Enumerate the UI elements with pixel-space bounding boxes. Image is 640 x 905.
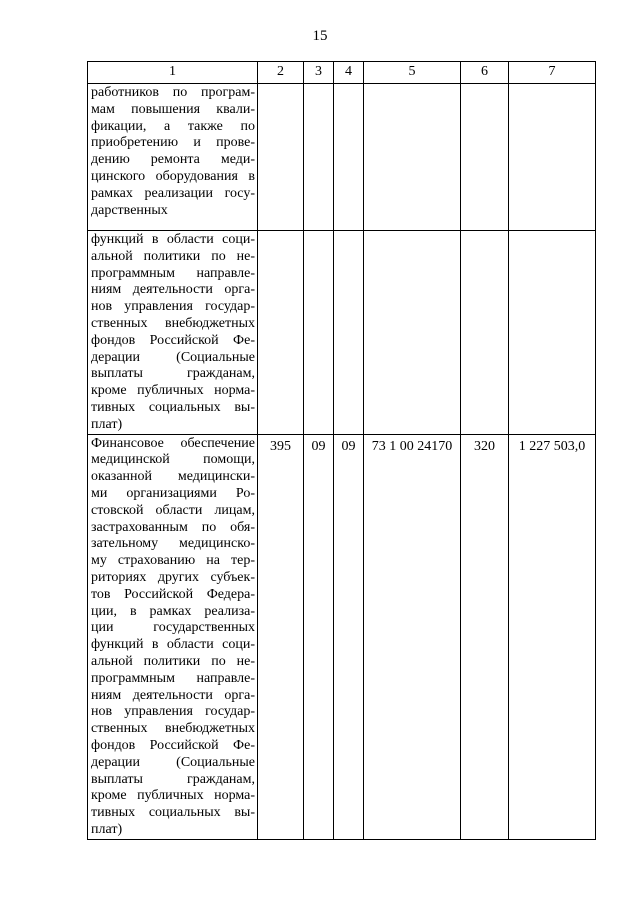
row-description (88, 434, 258, 839)
description-line: программным направле- (91, 265, 255, 281)
description-line: фондов Российской Фе- (91, 332, 255, 348)
description-line: программным направле- (91, 670, 255, 686)
description-line: рамках реализации госу- (91, 185, 255, 201)
section-cell (304, 231, 334, 435)
header-cell-2: 2 (258, 62, 304, 84)
row-description (88, 84, 258, 231)
ministry-code-cell: 395 (258, 434, 304, 839)
description-line: ции государственных (91, 620, 255, 636)
header-cell-4: 4 (334, 62, 364, 84)
description-line: фондов Российской Фе- (91, 737, 255, 753)
amount-cell: 1 227 503,0 (509, 434, 596, 839)
description-line: ниям деятельности орга- (91, 687, 255, 703)
description-line: функций в области соци- (91, 637, 255, 653)
header-cell-5: 5 (364, 62, 461, 84)
description-line: кроме публичных норма- (91, 788, 255, 804)
page-number: 15 (312, 28, 328, 44)
description-line: Финансовое обеспечение (91, 435, 255, 451)
description-line: выплаты гражданам, (91, 366, 255, 382)
description-line: ции, в рамках реализа- (91, 603, 255, 619)
description-line: выплаты гражданам, (91, 771, 255, 787)
description-line: цинского оборудования в (91, 168, 255, 184)
description-line: фикации, а также по (91, 118, 255, 134)
description-line: приобретению и прове- (91, 135, 255, 151)
subsection-cell (334, 231, 364, 435)
ministry-code-cell (258, 84, 304, 231)
description-line: альной политики по не- (91, 653, 255, 669)
row-description (88, 231, 258, 435)
table-row (88, 84, 596, 231)
description-line: дерации (Социальные (91, 754, 255, 770)
section-cell: 09 (304, 434, 334, 839)
subsection-cell: 09 (334, 434, 364, 839)
description-line: нов управления государ- (91, 704, 255, 720)
description-line: му страхованию на тер- (91, 553, 255, 569)
table-row (88, 231, 596, 435)
description-line: работников по програм- (91, 85, 255, 100)
description-line: альной политики по не- (91, 248, 255, 264)
description-line: оказанной медицински- (91, 469, 255, 485)
description-line: риториях других субъек- (91, 569, 255, 585)
description-line: медицинской помощи, (91, 452, 255, 468)
description-line: стовской области лицам, (91, 502, 255, 518)
description-line: ми организациями Ро- (91, 485, 255, 501)
description-line: зательному медицинско- (91, 536, 255, 552)
header-cell-7: 7 (509, 62, 596, 84)
description-line: тивных социальных вы- (91, 805, 255, 821)
target-article-cell: 73 1 00 24170 (364, 434, 461, 839)
description-line: кроме публичных норма- (91, 383, 255, 399)
description-line: ниям деятельности орга- (91, 282, 255, 298)
header-cell-6: 6 (461, 62, 509, 84)
description-line: ственных внебюджетных (91, 721, 255, 737)
subsection-cell (334, 84, 364, 231)
description-line: дению ремонта меди- (91, 152, 255, 168)
target-article-cell (364, 231, 461, 435)
table-row (88, 434, 596, 839)
description-line: дарственных (91, 202, 168, 218)
description-line: плат) (91, 416, 123, 432)
description-line: ственных внебюджетных (91, 315, 255, 331)
amount-cell (509, 231, 596, 435)
description-line: мам повышения квали- (91, 101, 255, 117)
description-line: застрахованным по обя- (91, 519, 255, 535)
expense-type-cell (461, 84, 509, 231)
expense-type-cell (461, 231, 509, 435)
description-line: дерации (Социальные (91, 349, 255, 365)
amount-cell (509, 84, 596, 231)
description-line: тов Российской Федера- (91, 586, 255, 602)
header-row (88, 62, 596, 84)
description-line: плат) (91, 821, 123, 837)
target-article-cell (364, 84, 461, 231)
expense-type-cell: 320 (461, 434, 509, 839)
section-cell (304, 84, 334, 231)
description-line: функций в области соци- (91, 232, 255, 247)
header-cell-1: 1 (88, 62, 258, 84)
description-line: тивных социальных вы- (91, 399, 255, 415)
description-line: нов управления государ- (91, 299, 255, 315)
budget-table (87, 61, 596, 840)
header-cell-3: 3 (304, 62, 334, 84)
ministry-code-cell (258, 231, 304, 435)
